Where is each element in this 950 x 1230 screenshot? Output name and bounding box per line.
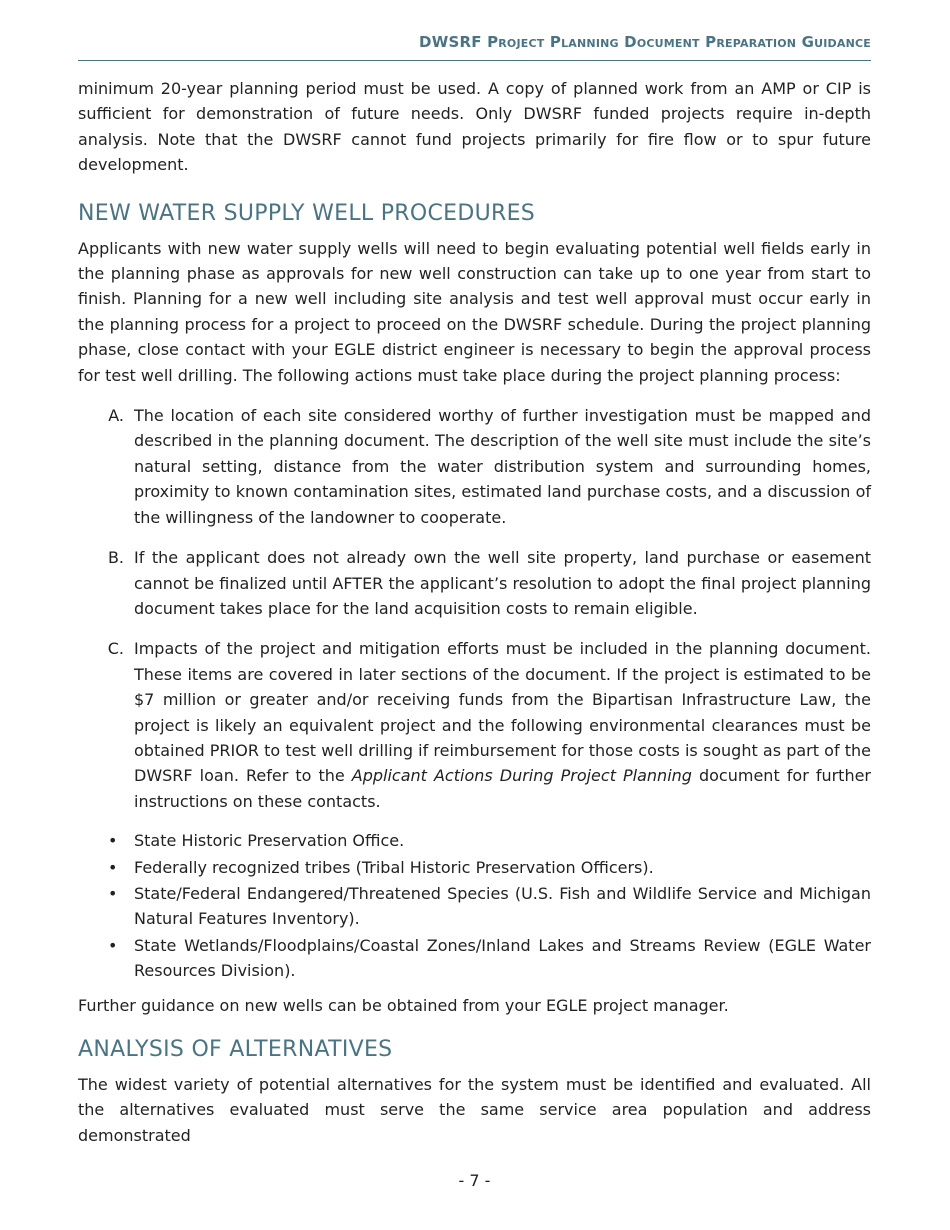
list-item-text-part: document for further instructions on these contacts. <box>134 766 872 811</box>
bullet-icon: • <box>108 883 118 903</box>
bullet-text: State Wetlands/Floodplains/Coastal Zones/Inland Lakes and Streams Review (EGLE Water Resources Division). <box>134 935 871 981</box>
bullet-item <box>78 881 871 932</box>
bullet-text: State/Federal Endangered/Threatened Species (U.S. Fish and Wildlife Service and Michigan Natural Features Inventory). <box>134 883 871 929</box>
list-item-text: The location of each site considered worthy of further investigation must be mapped and described in the planning document. The description of the well site must include the site’s natural setting, distance from the water distribution system and surrounding homes, proximity to known contamination sites, estimated land purchase costs, and a discussion of the willingness of the landowner to cooperate. <box>134 406 871 527</box>
bullet-icon: • <box>108 857 118 877</box>
bullet-item <box>78 933 871 984</box>
bullet-item <box>78 855 871 880</box>
list-item-text: If the applicant does not already own the well site property, land purchase or easement cannot be finalized until AFTER the applicant’s resolution to adopt the final project planning document takes place for the land acquisition costs to remain eligible. <box>134 548 871 618</box>
clearances-bullet-list <box>78 828 871 983</box>
list-letter: A. <box>108 406 124 426</box>
list-letter: C. <box>107 639 124 659</box>
list-letter: B. <box>107 548 124 568</box>
bullet-icon: • <box>108 935 118 955</box>
list-item-a <box>78 403 871 530</box>
page-content <box>78 76 871 1148</box>
running-header: DWSRF Project Planning Document Preparation Guidance <box>419 33 871 51</box>
section-heading-wells: NEW WATER SUPPLY WELL PROCEDURES <box>78 200 536 226</box>
wells-closing-paragraph: Further guidance on new wells can be obtained from your EGLE project manager. <box>78 995 729 1015</box>
header-rule <box>78 60 871 61</box>
wells-paragraph: Applicants with new water supply wells will need to begin evaluating potential well fields early in the planning phase as approvals for new well construction can take up to one year from start to finish. Planning for a new well including site analysis and test well approval must occur early in the planning process for a project to proceed on the DWSRF schedule. During the project planning phase, close contact with your EGLE district engineer is necessary to begin the approval process for test well drilling. The following actions must take place during the project planning process: <box>78 238 871 385</box>
list-item-b <box>78 545 871 621</box>
bullet-icon: • <box>108 831 118 851</box>
section-heading-alternatives: ANALYSIS OF ALTERNATIVES <box>78 1037 393 1062</box>
alternatives-paragraph: The widest variety of potential alternatives for the system must be identified and evaluated. All the alternatives evaluated must serve the same service area population and address demonstrated <box>78 1075 871 1145</box>
document-title-reference: Applicant Actions During Project Planning <box>351 766 692 786</box>
bullet-item <box>78 828 871 853</box>
document-page <box>78 0 871 1230</box>
list-item-text-part: Impacts of the project and mitigation efforts must be included in the planning document. These items are covered in later sections of the document. If the project is estimated to be $7 million or greater and/or receiving funds from the Bipartisan Infrastructure Law, the project is likely an equivalent project and the following environmental clearances must be obtained PRIOR to test well drilling if reimbursement for those costs is sought as part of the DWSRF loan. Refer to the <box>134 639 871 786</box>
page-number: - 7 - <box>458 1171 491 1190</box>
list-item-text <box>134 636 871 814</box>
list-item-c <box>78 636 871 814</box>
bullet-text: Federally recognized tribes (Tribal Historic Preservation Officers). <box>134 857 654 877</box>
intro-paragraph: minimum 20-year planning period must be used. A copy of planned work from an AMP or CIP is sufficient for demonstration of future needs. Only DWSRF funded projects require in-depth analysis. Note that the DWSRF cannot fund projects primarily for fire flow or to spur future development. <box>78 79 871 175</box>
bullet-text: State Historic Preservation Office. <box>134 831 405 851</box>
